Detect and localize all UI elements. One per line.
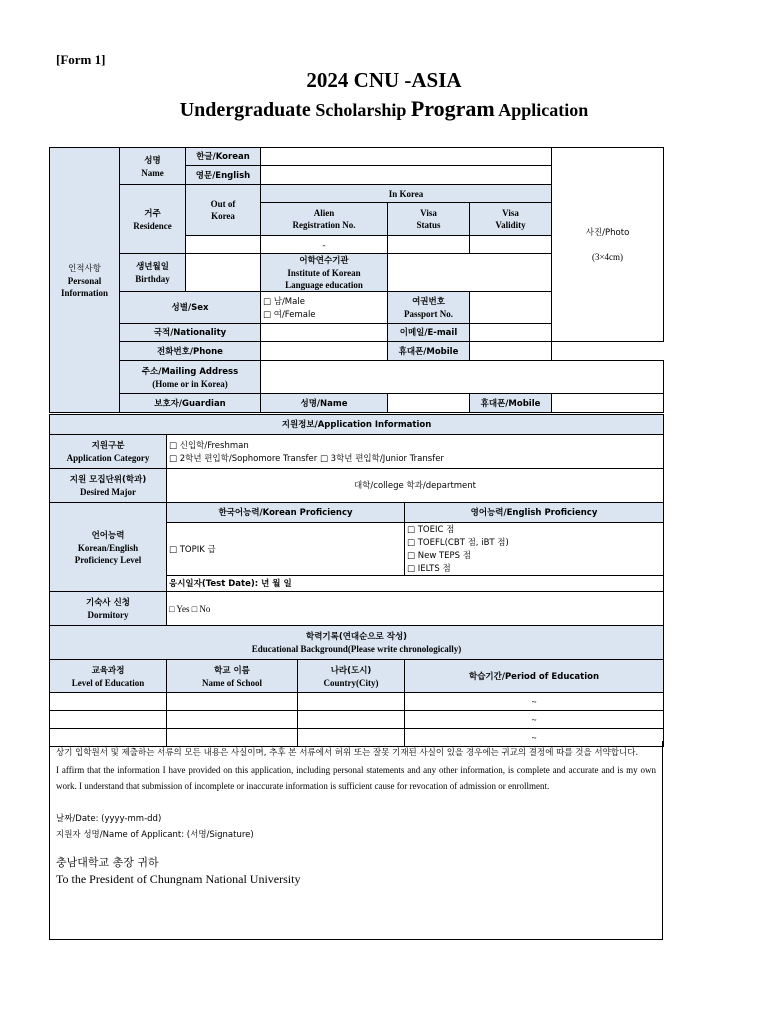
guardian-name-label: 성명/Name — [261, 394, 388, 413]
topik-field[interactable]: □ TOPIK 급 — [167, 523, 405, 576]
guardian-mobile-label: 휴대폰/Mobile — [470, 394, 552, 413]
addressee-korean: 충남대학교 총장 귀하 — [56, 855, 159, 869]
level-cell[interactable] — [50, 693, 167, 711]
out-of-korea-field[interactable] — [186, 236, 261, 254]
in-korea-label: In Korea — [261, 185, 552, 203]
visa-status-label: Visa Status — [388, 203, 470, 236]
name-label: 성명 Name — [120, 148, 186, 185]
declaration-english: I affirm that the information I have provided on this application, including personal statements and any other information, is complete and accurate and is my own work. I understand that submission of incomplete or inaccurate information is sufficient cause for revocation of admission or enrollment. — [56, 764, 656, 791]
email-field[interactable] — [470, 324, 552, 342]
birthday-field[interactable] — [186, 254, 261, 292]
category-options[interactable]: □ 신입학/Freshman □ 2학년 편입학/Sophomore Transfer □ 3학년 편입학/Junior Transfer — [167, 435, 664, 469]
education-section-header: 학력기록(연대순으로 작성) Educational Background(Please write chronologically) — [50, 626, 664, 660]
language-label: 언어능력 Korean/English Proficiency Level — [50, 503, 167, 592]
page-subtitle — [0, 96, 768, 122]
personal-section-label: 인적사항 Personal Information — [50, 148, 120, 413]
passport-field[interactable] — [470, 292, 552, 324]
address-label: 주소/Mailing Address (Home or in Korea) — [120, 361, 261, 394]
declaration-korean: 상기 입학원서 및 제출하는 서류의 모든 내용은 사실이며, 추후 본 서류에서 허위 또는 잘못 기재된 사실이 있을 경우에는 귀교의 결정에 따를 것을 서약합니다. — [56, 748, 639, 758]
guardian-mobile-field[interactable] — [552, 394, 664, 413]
visa-status-field[interactable] — [388, 236, 470, 254]
level-header: 교육과정 Level of Education — [50, 660, 167, 693]
korean-name-label: 한글/Korean — [186, 148, 261, 166]
birthday-label: 생년월일 Birthday — [120, 254, 186, 292]
english-tests-field[interactable]: □ TOEIC 점 □ TOEFL(CBT 점, iBT 점) □ New TEPS 점 □ IELTS 점 — [405, 523, 664, 576]
sex-label: 성별/Sex — [120, 292, 261, 324]
guardian-label: 보호자/Guardian — [120, 394, 261, 413]
english-proficiency-label: 영어능력/English Proficiency — [405, 503, 664, 523]
title-part: Undergraduate — [179, 99, 311, 121]
visa-validity-field[interactable] — [470, 236, 552, 254]
institute-label: 어학연수기관 Institute of Korean Language education — [261, 254, 388, 292]
email-label: 이메일/E-mail — [388, 324, 470, 342]
education-row — [50, 711, 664, 729]
major-field[interactable]: 대학/college 학과/department — [167, 469, 664, 503]
country-cell[interactable] — [298, 693, 405, 711]
address-field[interactable] — [261, 361, 664, 394]
sex-options[interactable]: □ 남/Male □ 여/Female — [261, 292, 388, 324]
major-label: 지원 모집단위(학과) Desired Major — [50, 469, 167, 503]
title-part: Scholarship — [310, 100, 411, 120]
form-label: [Form 1] — [56, 52, 106, 67]
school-cell[interactable] — [167, 693, 298, 711]
dormitory-label: 기숙사 신청 Dormitory — [50, 592, 167, 626]
korean-proficiency-label: 한국어능력/Korean Proficiency — [167, 503, 405, 523]
addressee-english: To the President of Chungnam National University — [56, 871, 301, 886]
guardian-name-field[interactable] — [388, 394, 470, 413]
out-of-korea-label: Out of Korea — [186, 185, 261, 236]
nationality-label: 국적/Nationality — [120, 324, 261, 342]
english-name-label: 영문/English — [186, 166, 261, 185]
category-label: 지원구분 Application Category — [50, 435, 167, 469]
mobile-field[interactable] — [470, 342, 552, 361]
dormitory-options[interactable]: □ Yes □ No — [167, 592, 664, 626]
english-name-field[interactable] — [261, 166, 552, 185]
application-info-table — [49, 414, 664, 747]
phone-field[interactable] — [261, 342, 388, 361]
page-title: 2024 CNU -ASIA — [306, 68, 462, 92]
country-cell[interactable] — [298, 711, 405, 729]
institute-field[interactable] — [388, 254, 552, 292]
personal-info-table — [49, 147, 664, 413]
title-part: Application — [494, 100, 589, 120]
phone-label: 전화번호/Phone — [120, 342, 261, 361]
photo-box[interactable]: 사진/Photo (3×4cm) — [552, 148, 664, 342]
period-cell[interactable]: ~ — [405, 729, 664, 747]
application-section-header: 지원정보/Application Information — [50, 415, 664, 435]
applicant-signature-line[interactable]: 지원자 성명/Name of Applicant: (서명/Signature) — [56, 830, 254, 840]
period-cell[interactable]: ~ — [405, 693, 664, 711]
title-part: Program — [410, 96, 495, 121]
alien-reg-field[interactable]: - — [261, 236, 388, 254]
education-row — [50, 693, 664, 711]
period-cell[interactable]: ~ — [405, 711, 664, 729]
alien-reg-label: Alien Registration No. — [261, 203, 388, 236]
declaration-box — [49, 741, 663, 940]
period-header: 학습기간/Period of Education — [405, 660, 664, 693]
country-header: 나라(도시) Country(City) — [298, 660, 405, 693]
level-cell[interactable] — [50, 711, 167, 729]
school-header: 학교 이름 Name of School — [167, 660, 298, 693]
residence-label: 거주 Residence — [120, 185, 186, 254]
school-cell[interactable] — [167, 711, 298, 729]
korean-name-field[interactable] — [261, 148, 552, 166]
test-date-field[interactable]: 응시일자(Test Date): 년 월 일 — [167, 576, 664, 592]
mobile-label: 휴대폰/Mobile — [388, 342, 470, 361]
nationality-field[interactable] — [261, 324, 388, 342]
date-line[interactable]: 날짜/Date: (yyyy-mm-dd) — [56, 813, 162, 824]
visa-validity-label: Visa Validity — [470, 203, 552, 236]
passport-label: 여권번호 Passport No. — [388, 292, 470, 324]
